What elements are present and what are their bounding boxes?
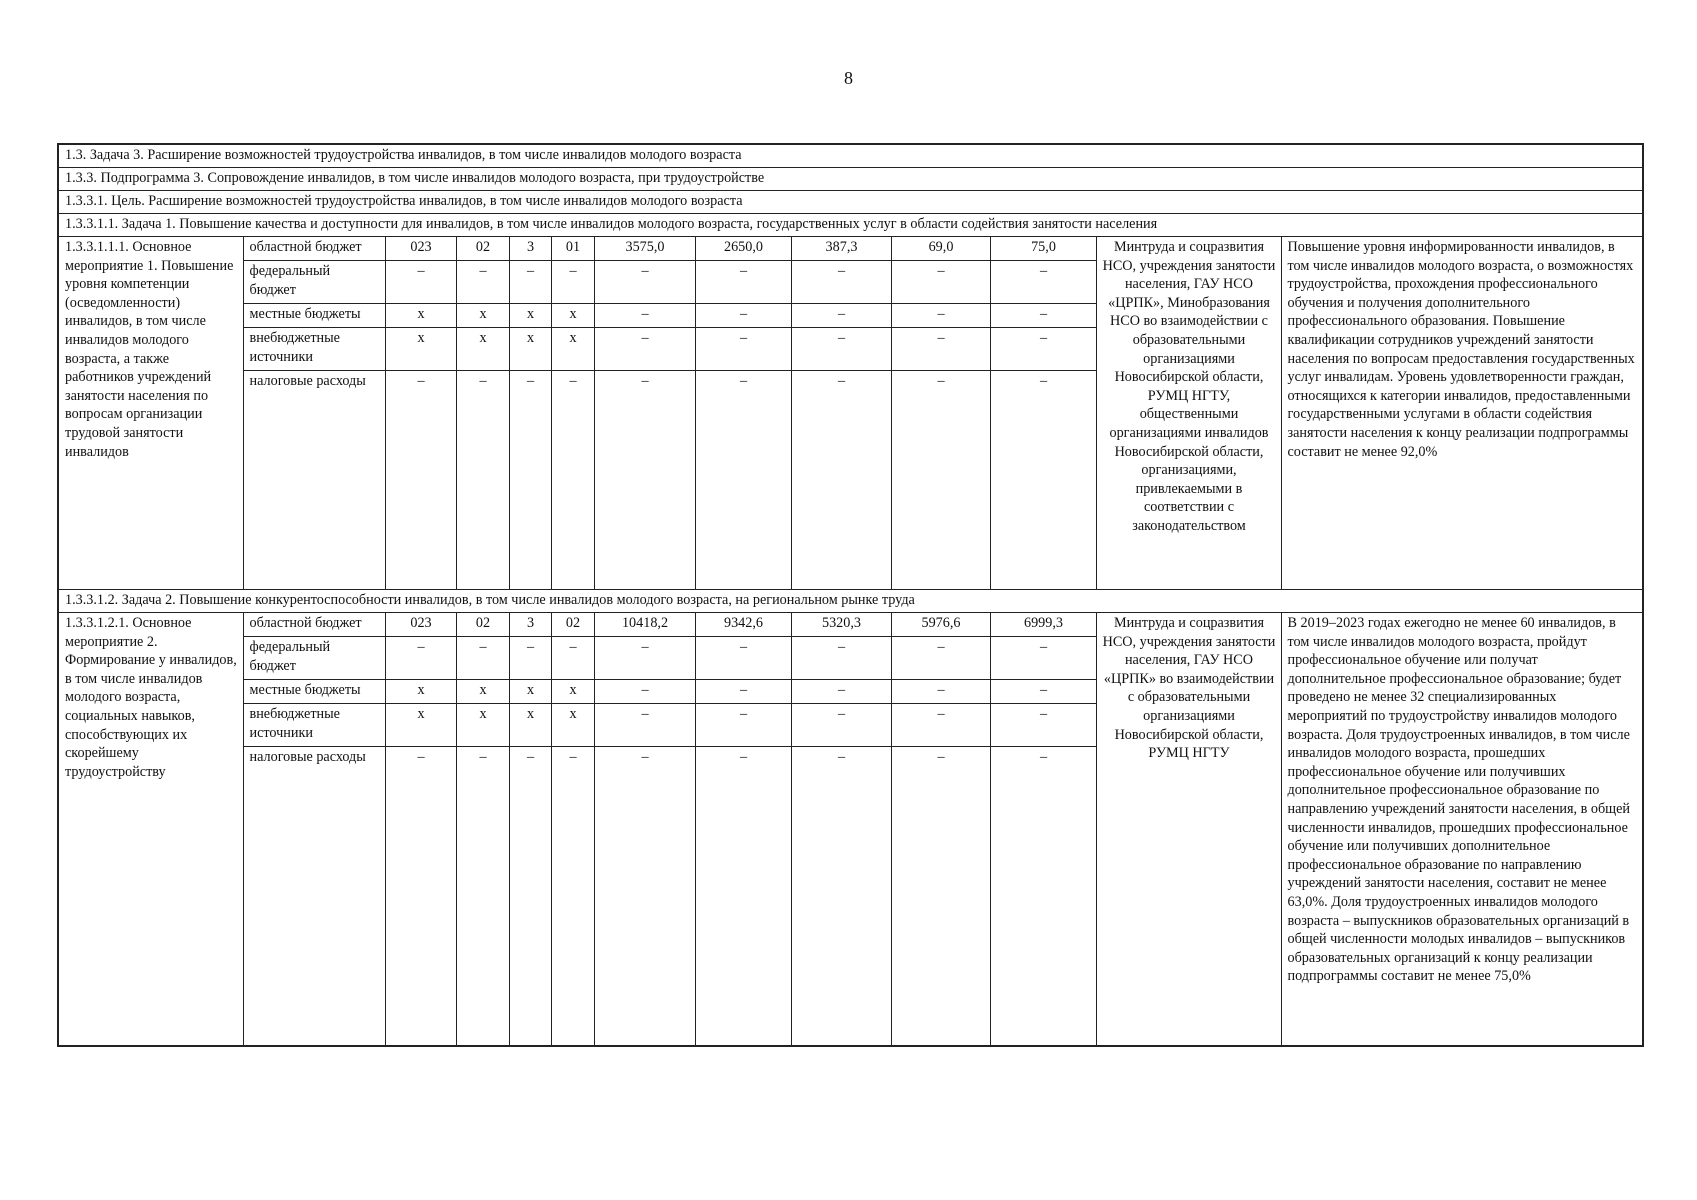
- table-cell: 02: [551, 613, 594, 637]
- table-cell: –: [551, 371, 594, 590]
- activity-1-executor: Минтруда и соцразвития НСО, учреждения занятости населения, ГАУ НСО «ЦРПК», Минобразования НСО во взаимодействии с образовательными организациями Новосибирской области, РУМЦ НГТУ, общественными организациями инвалидов Новосибирской области, организациями, привлекаемыми в соответствии с законодательством: [1096, 237, 1281, 590]
- table-cell: –: [791, 261, 891, 304]
- table-cell: х: [456, 328, 509, 371]
- table-cell: –: [990, 304, 1096, 328]
- table-cell: х: [509, 328, 551, 371]
- table-cell: –: [551, 747, 594, 1046]
- table-cell: х: [385, 304, 456, 328]
- activity-2-name: 1.3.3.1.2.1. Основное мероприятие 2. Формирование у инвалидов, в том числе инвалидов молодого возраста, социальных навыков, способствующих их скорейшему трудоустройству: [58, 613, 243, 1046]
- table-cell: –: [791, 328, 891, 371]
- table-cell: х: [509, 304, 551, 328]
- table-cell: –: [791, 637, 891, 680]
- table-cell: –: [695, 304, 791, 328]
- table-cell: –: [891, 304, 990, 328]
- table-cell: –: [594, 371, 695, 590]
- table-cell: 3575,0: [594, 237, 695, 261]
- table-cell: –: [990, 704, 1096, 747]
- table-cell: –: [791, 304, 891, 328]
- table-cell: 2650,0: [695, 237, 791, 261]
- table-cell: –: [594, 261, 695, 304]
- table-cell: –: [990, 637, 1096, 680]
- table-cell: –: [456, 637, 509, 680]
- table-cell: х: [509, 704, 551, 747]
- table-cell: х: [551, 304, 594, 328]
- funding-source: местные бюджеты: [243, 680, 385, 704]
- table-cell: –: [594, 704, 695, 747]
- table-cell: –: [594, 747, 695, 1046]
- table-cell: –: [695, 261, 791, 304]
- table-cell: –: [509, 261, 551, 304]
- table-cell: –: [594, 304, 695, 328]
- table-cell: –: [385, 371, 456, 590]
- table-cell: –: [990, 680, 1096, 704]
- table-cell: –: [509, 371, 551, 590]
- activity-1-name: 1.3.3.1.1.1. Основное мероприятие 1. Повышение уровня компетенции (осведомленности) инвалидов, в том числе инвалидов молодого возраста, а также работников учреждений занятости населения по вопросам организации трудовой занятости инвалидов: [58, 237, 243, 590]
- table-cell: –: [791, 371, 891, 590]
- table-cell: –: [891, 371, 990, 590]
- table-cell: –: [791, 747, 891, 1046]
- table-cell: –: [891, 637, 990, 680]
- table-cell: –: [509, 747, 551, 1046]
- table-cell: 023: [385, 237, 456, 261]
- table-cell: –: [695, 680, 791, 704]
- table-cell: –: [891, 680, 990, 704]
- table-cell: х: [509, 680, 551, 704]
- program-table: [57, 143, 1644, 1047]
- table-cell: 5320,3: [791, 613, 891, 637]
- table-cell: –: [791, 680, 891, 704]
- funding-source: местные бюджеты: [243, 304, 385, 328]
- table-cell: –: [456, 747, 509, 1046]
- table-cell: –: [594, 680, 695, 704]
- table-cell: –: [456, 371, 509, 590]
- table-cell: –: [990, 261, 1096, 304]
- table-cell: 5976,6: [891, 613, 990, 637]
- activity-2-executor: Минтруда и соцразвития НСО, учреждения занятости населения, ГАУ НСО «ЦРПК» во взаимодействии с образовательными организациями Новосибирской области, РУМЦ НГТУ: [1096, 613, 1281, 1046]
- task-1-row: 1.3.3.1.1. Задача 1. Повышение качества и доступности для инвалидов, в том числе инвалидов молодого возраста, государственных услуг в области содействия занятости населения: [58, 214, 1643, 237]
- activity-2-result: В 2019–2023 годах ежегодно не менее 60 инвалидов, в том числе инвалидов молодого возраста, пройдут профессиональное обучение или получат дополнительное профессиональное образование; будет проведено не менее 32 специализированных мероприятий по трудоустройству инвалидов молодого возраста. Доля трудоустроенных инвалидов, в том числе инвалидов молодого возраста, прошедших профессиональное обучение или получивших дополнительное профессиональное образование по направлению учреждений занятости населения, в общей численности инвалидов, прошедших профессиональное обучение или получивших дополнительное профессиональное образование по направлению учреждений занятости населения, составит не менее 63,0%. Доля трудоустроенных инвалидов молодого возраста – выпускников образовательных организаций в общей численности молодых инвалидов – выпускников образовательных организаций к концу реализации подпрограммы составит не менее 75,0%: [1281, 613, 1643, 1046]
- table-cell: –: [695, 371, 791, 590]
- goal-row: 1.3.3.1. Цель. Расширение возможностей трудоустройства инвалидов, в том числе инвалидов молодого возраста: [58, 191, 1643, 214]
- table-cell: –: [385, 747, 456, 1046]
- table-cell: х: [456, 704, 509, 747]
- table-cell: 023: [385, 613, 456, 637]
- funding-source: налоговые расходы: [243, 371, 385, 590]
- table-cell: –: [990, 371, 1096, 590]
- table-cell: –: [551, 261, 594, 304]
- table-cell: –: [891, 747, 990, 1046]
- funding-source: внебюджетные источники: [243, 328, 385, 371]
- table-cell: –: [990, 747, 1096, 1046]
- table-cell: 69,0: [891, 237, 990, 261]
- table-cell: –: [385, 637, 456, 680]
- table-cell: –: [695, 637, 791, 680]
- funding-source: внебюджетные источники: [243, 704, 385, 747]
- subprogram-3-row: 1.3.3. Подпрограмма 3. Сопровождение инвалидов, в том числе инвалидов молодого возраста, при трудоустройстве: [58, 168, 1643, 191]
- page-number: 8: [844, 68, 853, 88]
- funding-source: областной бюджет: [243, 613, 385, 637]
- table-cell: х: [385, 328, 456, 371]
- table-cell: –: [695, 328, 791, 371]
- table-cell: –: [791, 704, 891, 747]
- table-cell: 02: [456, 613, 509, 637]
- table-cell: –: [990, 328, 1096, 371]
- table-cell: 9342,6: [695, 613, 791, 637]
- table-cell: –: [594, 637, 695, 680]
- task-3-row: 1.3. Задача 3. Расширение возможностей трудоустройства инвалидов, в том числе инвалидов молодого возраста: [58, 144, 1643, 168]
- table-cell: –: [551, 637, 594, 680]
- funding-source: федеральный бюджет: [243, 637, 385, 680]
- table-cell: –: [891, 261, 990, 304]
- task-2-row: 1.3.3.1.2. Задача 2. Повышение конкурентоспособности инвалидов, в том числе инвалидов молодого возраста, на региональном рынке труда: [58, 590, 1643, 613]
- table-cell: х: [456, 304, 509, 328]
- table-cell: х: [385, 704, 456, 747]
- activity-1-result: Повышение уровня информированности инвалидов, в том числе инвалидов молодого возраста, о возможностях трудоустройства, прохождения профессионального обучения и получения дополнительного профессионального образования. Повышение квалификации сотрудников учреждений занятости населения по вопросам предоставления государственных услуг инвалидам. Уровень удовлетворенности граждан, относящихся к категории инвалидов, предоставленными государственными услугами в области содействия занятости населения к концу реализации подпрограммы составит не менее 92,0%: [1281, 237, 1643, 590]
- table-cell: х: [551, 704, 594, 747]
- table-cell: –: [695, 747, 791, 1046]
- funding-source: налоговые расходы: [243, 747, 385, 1046]
- table-cell: –: [891, 704, 990, 747]
- table-cell: 10418,2: [594, 613, 695, 637]
- table-cell: –: [385, 261, 456, 304]
- table-cell: 3: [509, 613, 551, 637]
- funding-source: областной бюджет: [243, 237, 385, 261]
- table-cell: –: [509, 637, 551, 680]
- table-cell: –: [891, 328, 990, 371]
- table-cell: –: [456, 261, 509, 304]
- table-cell: 387,3: [791, 237, 891, 261]
- table-cell: –: [695, 704, 791, 747]
- table-cell: 75,0: [990, 237, 1096, 261]
- table-cell: х: [551, 328, 594, 371]
- table-cell: 6999,3: [990, 613, 1096, 637]
- table-cell: х: [551, 680, 594, 704]
- table-cell: 02: [456, 237, 509, 261]
- table-cell: 01: [551, 237, 594, 261]
- funding-source: федеральный бюджет: [243, 261, 385, 304]
- table-cell: –: [594, 328, 695, 371]
- table-cell: 3: [509, 237, 551, 261]
- table-cell: х: [456, 680, 509, 704]
- table-cell: х: [385, 680, 456, 704]
